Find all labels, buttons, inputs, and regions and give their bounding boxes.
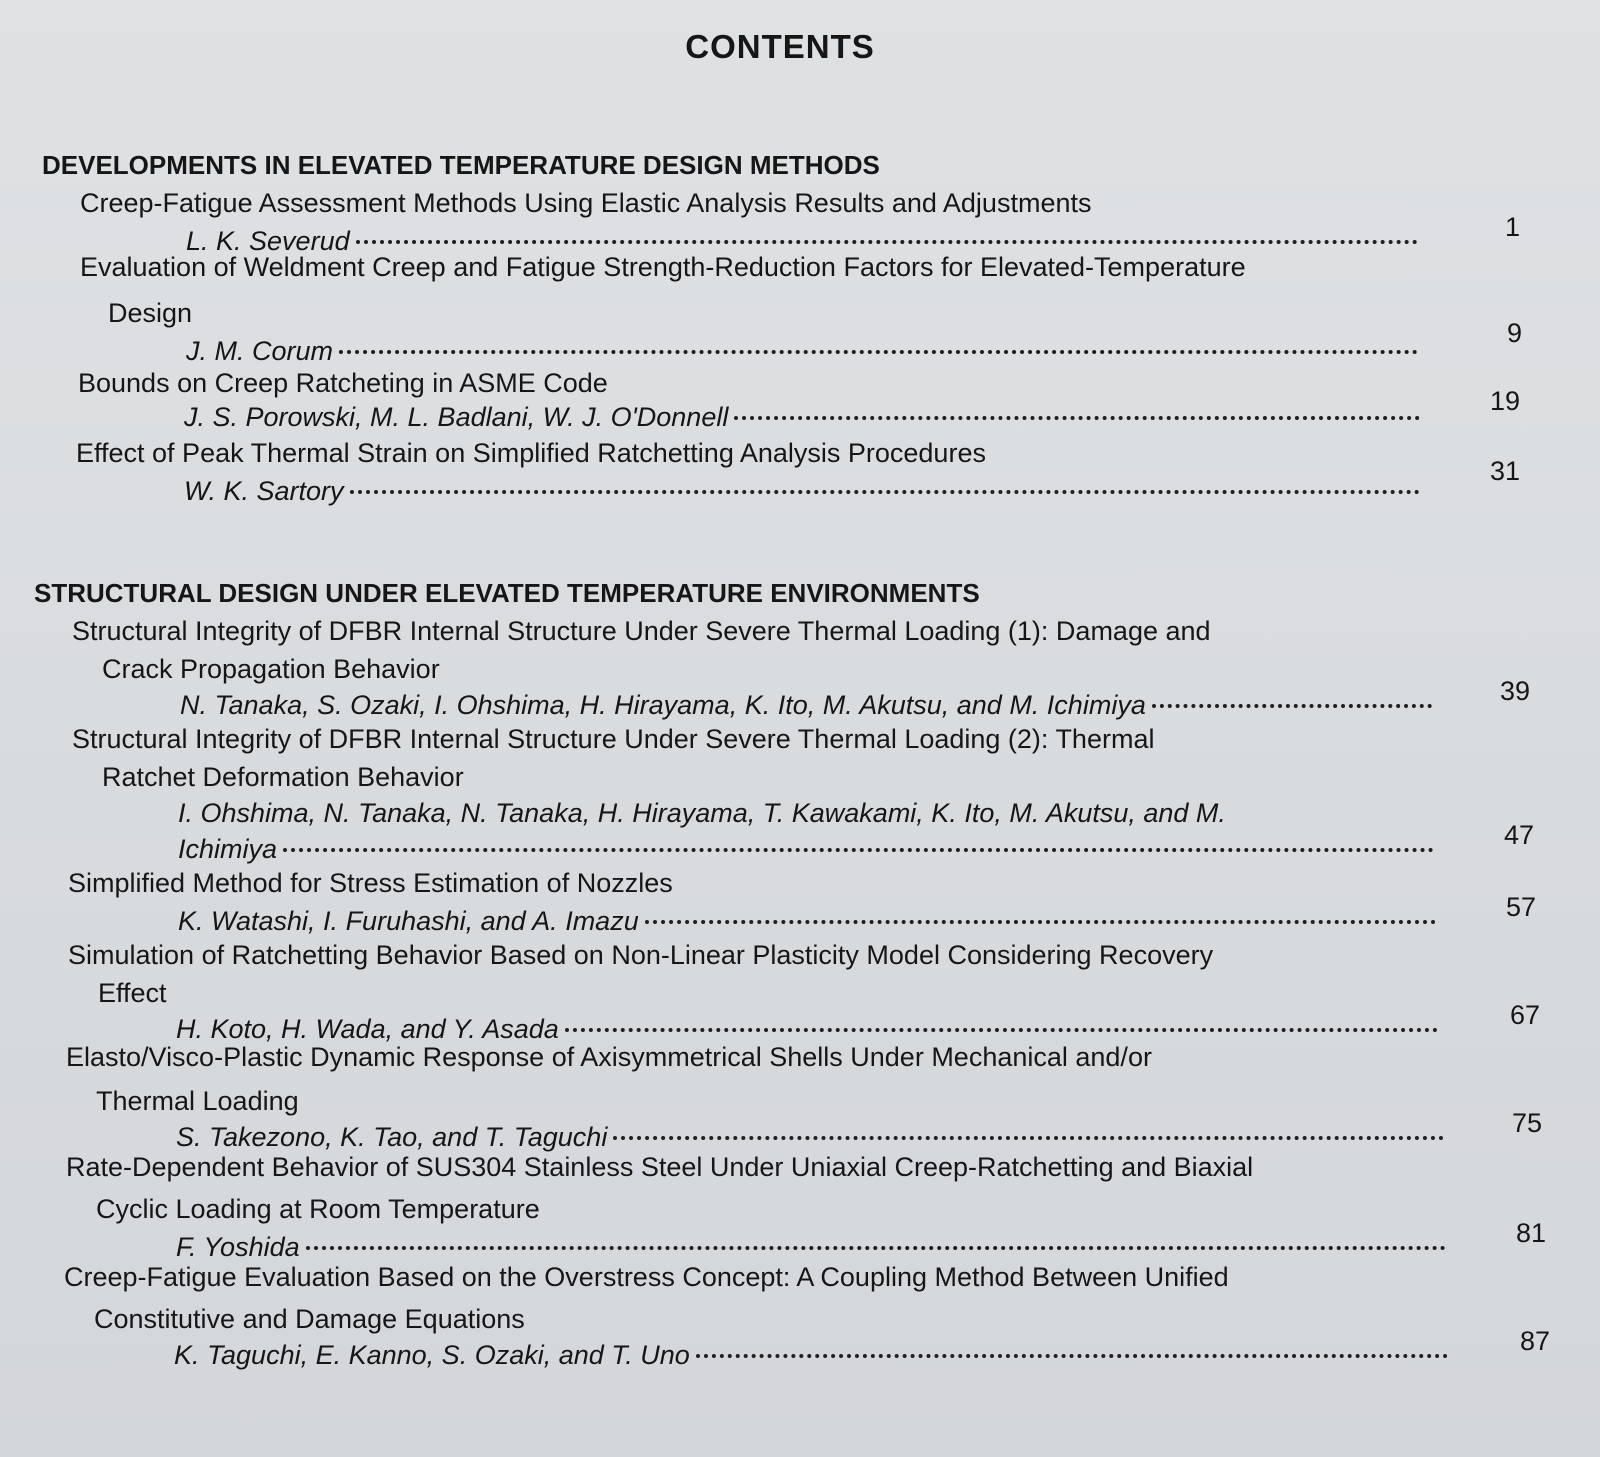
entry-page-number: 1 (1504, 212, 1520, 242)
entry-page-number: 87 (1519, 1326, 1550, 1356)
entry-authors: H. Koto, H. Wada, and Y. Asada (176, 1014, 559, 1044)
entry-authors: K. Taguchi, E. Kanno, S. Ozaki, and T. Uno (174, 1340, 690, 1370)
leader-dots (339, 350, 1418, 354)
entry-page-number: 81 (1515, 1218, 1546, 1248)
entry-authors: J. M. Corum (186, 336, 334, 366)
entry-page-number: 31 (1489, 456, 1520, 486)
leader-dots (1152, 704, 1432, 708)
entry-title: Rate-Dependent Behavior of SUS304 Stainless Steel Under Uniaxial Creep-Ratchetting and Biaxial (66, 1152, 1254, 1182)
section-heading: DEVELOPMENTS IN ELEVATED TEMPERATURE DESIGN METHODS (42, 150, 880, 180)
entry-title: Evaluation of Weldment Creep and Fatigue Strength-Reduction Factors for Elevated-Temperature (80, 252, 1246, 282)
leader-dots (356, 240, 1418, 244)
leader-dots (734, 416, 1420, 420)
entry-page-number: 47 (1503, 820, 1534, 850)
entry-title: Effect of Peak Thermal Strain on Simplified Ratchetting Analysis Procedures (76, 438, 986, 468)
entry-title: Elasto/Visco-Plastic Dynamic Response of Axisymmetrical Shells Under Mechanical and/or (66, 1042, 1152, 1072)
entry-authors-row (174, 1338, 1456, 1372)
entry-authors-row (178, 832, 1442, 866)
entry-authors: S. Takezono, K. Tao, and T. Taguchi (176, 1122, 608, 1152)
entry-title: Creep-Fatigue Assessment Methods Using Elastic Analysis Results and Adjustments (80, 188, 1092, 218)
entry-authors: N. Tanaka, S. Ozaki, I. Ohshima, H. Hirayama, K. Ito, M. Akutsu, and M. Ichimiya (180, 690, 1146, 720)
entry-authors-row (184, 474, 1428, 508)
entry-authors: K. Watashi, I. Furuhashi, and A. Imazu (178, 906, 639, 936)
entry-authors-continued: Ichimiya (178, 834, 278, 864)
section-heading: STRUCTURAL DESIGN UNDER ELEVATED TEMPERATURE ENVIRONMENTS (34, 578, 980, 608)
entry-authors: L. K. Severud (186, 226, 350, 256)
leader-dots (565, 1028, 1438, 1032)
entry-authors-row (176, 1120, 1452, 1154)
entry-authors-row (178, 904, 1444, 938)
entry-title-continued: Constitutive and Damage Equations (94, 1304, 525, 1334)
entry-title-continued: Thermal Loading (96, 1086, 299, 1116)
leader-dots (645, 920, 1436, 924)
entry-title: Bounds on Creep Ratcheting in ASME Code (78, 368, 608, 398)
entry-title: Structural Integrity of DFBR Internal Structure Under Severe Thermal Loading (2): Thermal (72, 724, 1155, 754)
entry-authors-row (180, 688, 1440, 722)
entry-title-continued: Crack Propagation Behavior (102, 654, 440, 684)
leader-dots (613, 1136, 1444, 1140)
leader-dots (306, 1246, 1446, 1250)
entry-authors: W. K. Sartory (184, 476, 344, 506)
entry-title: Creep-Fatigue Evaluation Based on the Overstress Concept: A Coupling Method Between Unified (64, 1262, 1229, 1292)
leader-dots (283, 848, 1434, 852)
entry-page-number: 75 (1511, 1108, 1542, 1138)
entry-page-number: 19 (1489, 386, 1520, 416)
entry-authors-row (186, 334, 1426, 368)
entry-title: Simplified Method for Stress Estimation of Nozzles (68, 868, 673, 898)
entry-title-continued: Ratchet Deformation Behavior (102, 762, 464, 792)
entry-page-number: 67 (1509, 1000, 1540, 1030)
page-title: CONTENTS (685, 28, 875, 65)
entry-title: Structural Integrity of DFBR Internal Structure Under Severe Thermal Loading (1): Damage and (72, 616, 1211, 646)
entry-authors: J. S. Porowski, M. L. Badlani, W. J. O'Donnell (184, 402, 729, 432)
entry-authors-row (184, 400, 1428, 434)
leader-dots (696, 1354, 1448, 1358)
entry-title-continued: Cyclic Loading at Room Temperature (96, 1194, 540, 1224)
entry-page-number: 57 (1505, 892, 1536, 922)
entry-authors: I. Ohshima, N. Tanaka, N. Tanaka, H. Hirayama, T. Kawakami, K. Ito, M. Akutsu, and M. (178, 798, 1226, 828)
leader-dots (350, 490, 1420, 494)
entry-authors-row (176, 1230, 1454, 1264)
entry-authors: F. Yoshida (176, 1232, 300, 1262)
entry-page-number: 39 (1499, 676, 1530, 706)
entry-title-continued: Effect (98, 978, 167, 1008)
entry-title-continued: Design (108, 298, 193, 328)
entry-title: Simulation of Ratchetting Behavior Based on Non-Linear Plasticity Model Considering Recovery (68, 940, 1214, 970)
entry-page-number: 9 (1506, 318, 1522, 348)
